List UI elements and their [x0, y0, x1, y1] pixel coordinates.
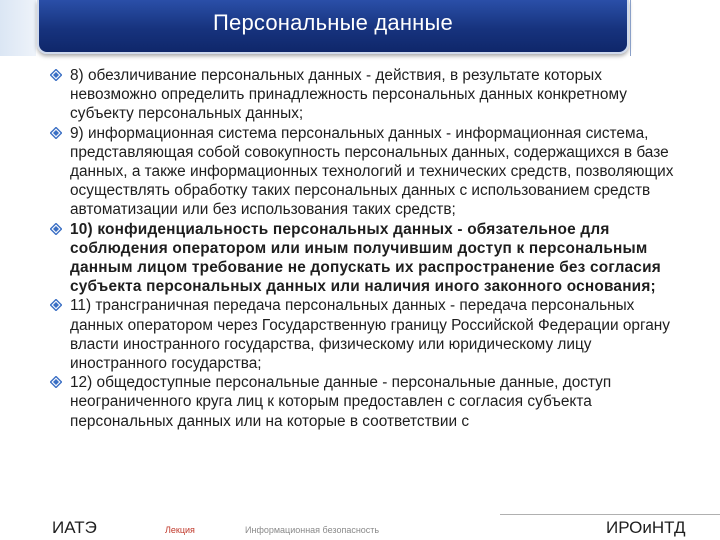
- footer-left-label: ИАТЭ: [52, 518, 97, 537]
- footer: [0, 506, 720, 540]
- list-item-bold: [50, 220, 680, 297]
- diamond-bullet-icon: [50, 299, 62, 311]
- diamond-bullet-icon: [50, 127, 62, 139]
- list-item: [50, 373, 680, 431]
- header-left-stripe: [0, 0, 36, 56]
- list-item-text: 9) информационная система персональных данных - информационная система, представляющая собой совокупность персональных данных, содержащихся в базе данных, а также информационных технологий и технических средств, позволяющих осуществлять обработку таких персональных данных с использованием средств автоматизации или без использования таких средств;: [70, 124, 674, 219]
- list-item: [50, 124, 680, 220]
- list-item: [50, 66, 680, 124]
- diamond-bullet-icon: [50, 69, 62, 81]
- list-item: [50, 296, 680, 373]
- header-right-frame: [630, 0, 720, 56]
- list-item-text: 8) обезличивание персональных данных - действия, в результате которых невозможно определить принадлежность персональных данных конкретному субъекту персональных данных;: [70, 67, 627, 123]
- footer-divider: [500, 514, 720, 515]
- list-item-text: 10) конфиденциальность персональных данных - обязательное для соблюдения оператором или иным получившим доступ к персональным данным лицом требование не допускать их распространение без согласия субъекта персональных данных или наличия иного законного основания;: [70, 220, 661, 296]
- list-item-text: 12) общедоступные персональные данные - персональные данные, доступ неограниченного круга лиц к которым предоставлен с согласия субъекта персональных данных или на которые в соответствии с: [70, 374, 612, 430]
- page-title: Персональные данные: [213, 10, 453, 35]
- footer-right-label: ИРОиНТД: [606, 518, 686, 537]
- footer-lecture-label: Лекция: [165, 525, 195, 535]
- diamond-bullet-icon: [50, 376, 62, 388]
- diamond-bullet-icon: [50, 223, 62, 235]
- definition-list: [50, 66, 680, 431]
- title-banner: [37, 0, 629, 54]
- list-item-text: 11) трансграничная передача персональных данных - передача персональных данных оператором через Государственную границу Российской Федерации органу власти иностранного государства, физическому или юридическому лицу иностранного государства;: [70, 297, 670, 373]
- footer-course-label: Информационная безопасность: [245, 525, 380, 535]
